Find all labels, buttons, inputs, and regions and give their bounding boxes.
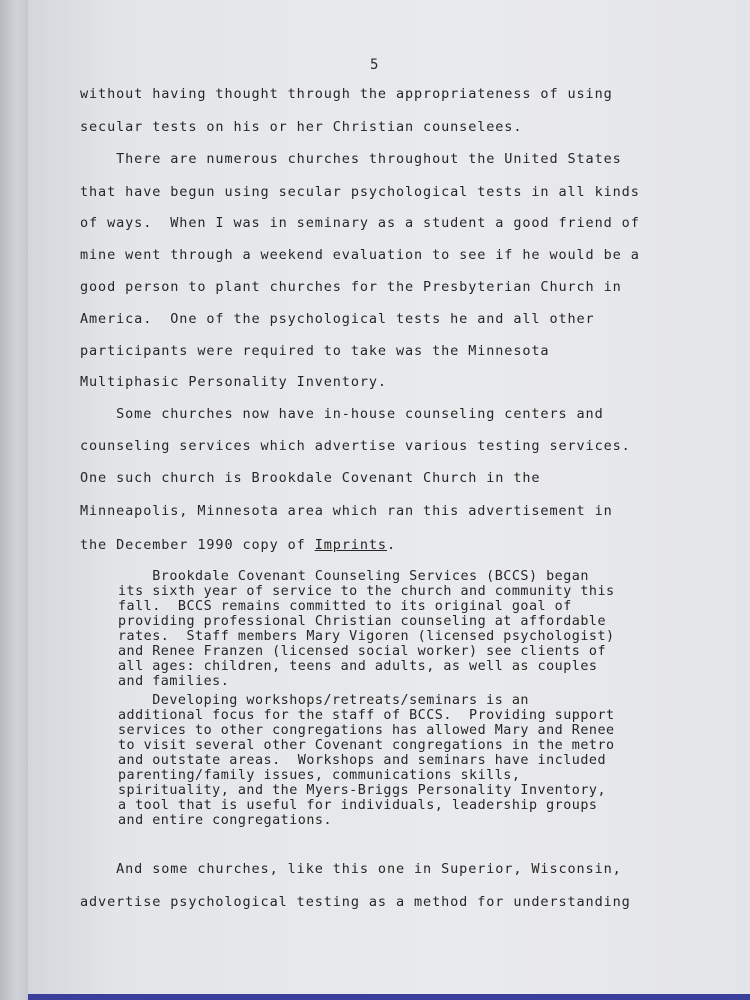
publication-title: Imprints — [314, 537, 387, 553]
paragraph-line — [80, 537, 396, 553]
quote-line: to visit several other Covenant congregations in the metro — [118, 738, 615, 753]
paragraph-line: There are numerous churches throughout the United States — [80, 151, 622, 167]
paragraph-line: secular tests on his or her Christian counselees. — [80, 119, 523, 135]
quote-line: services to other congregations has allowed Mary and Renee — [118, 723, 615, 738]
quote-line: Brookdale Covenant Counseling Services (BCCS) began — [118, 569, 589, 584]
book-binding — [0, 0, 28, 1000]
book-cover-edge — [28, 994, 750, 1000]
quote-line: and outstate areas. Workshops and seminars have included — [118, 753, 607, 768]
quote-line: spirituality, and the Myers-Briggs Personality Inventory, — [118, 783, 607, 798]
page-number: 5 — [370, 57, 379, 73]
paragraph-line: without having thought through the appropriateness of using — [80, 86, 613, 102]
quote-line: providing professional Christian counseling at affordable — [118, 614, 607, 629]
paragraph-line: advertise psychological testing as a method for understanding — [80, 894, 631, 910]
paragraph-line: participants were required to take was the Minnesota — [80, 343, 550, 359]
paragraph-line: America. One of the psychological tests he and all other — [80, 311, 595, 327]
quote-line: all ages: children, teens and adults, as well as couples — [118, 659, 598, 674]
paragraph-line: Some churches now have in-house counseling centers and — [80, 406, 604, 422]
quote-line: and entire congregations. — [118, 813, 333, 828]
paragraph-line: One such church is Brookdale Covenant Church in the — [80, 470, 541, 486]
quote-line: rates. Staff members Mary Vigoren (licensed psychologist) — [118, 629, 615, 644]
quote-line: and families. — [118, 674, 230, 689]
quote-line: a tool that is useful for individuals, leadership groups — [118, 798, 598, 813]
quote-line: parenting/family issues, communications skills, — [118, 768, 521, 783]
quote-line: additional focus for the staff of BCCS. Providing support — [118, 708, 615, 723]
paragraph-line: that have begun using secular psychological tests in all kinds — [80, 184, 640, 200]
document-page — [28, 0, 750, 1000]
quote-line: its sixth year of service to the church and community this — [118, 584, 615, 599]
paragraph-line: mine went through a weekend evaluation to see if he would be a — [80, 247, 640, 263]
quote-line: Developing workshops/retreats/seminars is an — [118, 693, 529, 708]
paragraph-line: good person to plant churches for the Presbyterian Church in — [80, 279, 622, 295]
paragraph-text: . — [386, 537, 396, 553]
paragraph-text: the December 1990 copy of — [80, 537, 315, 553]
paragraph-line: And some churches, like this one in Superior, Wisconsin, — [80, 861, 622, 877]
paragraph-line: Minneapolis, Minnesota area which ran this advertisement in — [80, 503, 613, 519]
quote-line: and Renee Franzen (licensed social worker) see clients of — [118, 644, 607, 659]
paragraph-line: Multiphasic Personality Inventory. — [80, 374, 387, 390]
paragraph-line: counseling services which advertise various testing services. — [80, 438, 631, 454]
quote-line: fall. BCCS remains committed to its original goal of — [118, 599, 572, 614]
paragraph-line: of ways. When I was in seminary as a student a good friend of — [80, 215, 640, 231]
